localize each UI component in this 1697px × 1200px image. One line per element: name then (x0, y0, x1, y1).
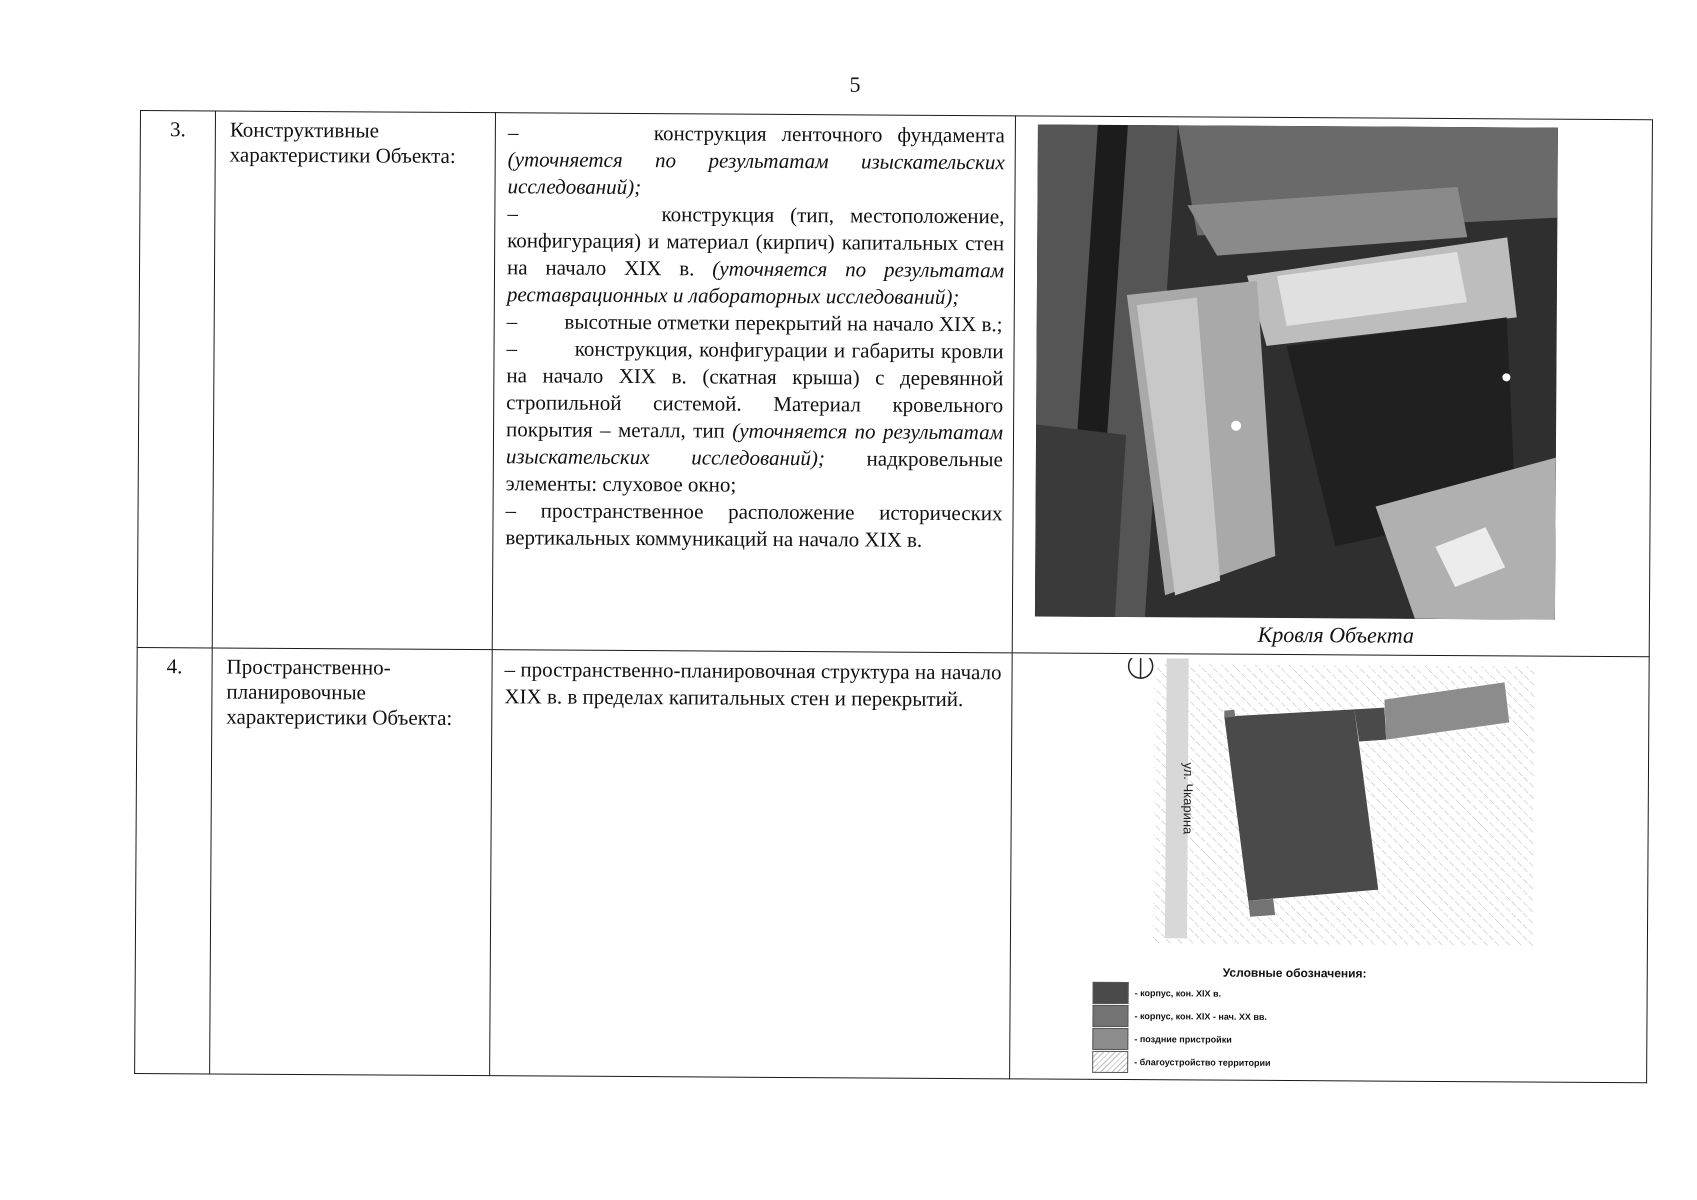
figure-cell (1010, 653, 1650, 1083)
list-item: – высотные отметки перекрытий на начало XIX в.; (506, 309, 1003, 337)
list-item: – конструкция, конфигурации и габариты кровли на начало XIX в. (скатная крыша) с деревянной стропильной системой. Материал кровельного покрытия – металл, тип (уточняется по результатам изыскательских исследований); надкровельные элементы: слуховое окно; (505, 336, 1004, 497)
legend-swatch (1093, 981, 1129, 1003)
row-title: Конструктивные характеристики Объекта: (212, 111, 495, 650)
aerial-photo-drawing (1035, 124, 1558, 619)
list-item: – конструкция ленточного фундамента (уточняется по результатам изыскательских исследований); (507, 120, 1005, 200)
legend-item: - поздние пристройки (1092, 1027, 1634, 1053)
legend-swatch (1092, 1004, 1128, 1026)
legend-item: - благоустройство территории (1092, 1050, 1634, 1076)
row-title: Пространственно-планировочные характеристики Объекта: (210, 648, 493, 1076)
legend-swatch (1092, 1027, 1128, 1049)
characteristics-table (134, 110, 1653, 1083)
building-main (1223, 709, 1379, 902)
table-row (135, 647, 1650, 1082)
row-number: 3. (137, 111, 215, 648)
legend-title: Условные обозначения: (1222, 965, 1367, 981)
roof-aerial-photo (1035, 124, 1558, 619)
list-item: – пространственно-планировочная структура на начало XIX в. в пределах капитальных стен и перекрытий. (504, 657, 1002, 712)
row-description (490, 650, 1013, 1079)
list-item: – конструкция (тип, местоположение, конфигурация) и материал (кирпич) капитальных стен на начало XIX в. (уточняется по результатам реставрационных и лабораторных исследований); (506, 201, 1005, 310)
page-number: 5 (849, 72, 861, 97)
legend-item: - корпус, кон. XIX в. (1093, 981, 1635, 1007)
figure-caption: Кровля Объекта (1257, 621, 1415, 648)
legend-item: - корпус, кон. XIX - нач. XX вв. (1092, 1004, 1634, 1030)
legend (1092, 965, 1635, 1076)
row-number: 4. (135, 647, 213, 1073)
row-description (492, 113, 1015, 653)
list-item: – пространственное расположение исторических вертикальных коммуникаций на начало XIX в. (505, 498, 1003, 552)
site-plan (1033, 657, 1555, 960)
legend-swatch (1092, 1050, 1128, 1072)
street-label: ул. Чкарина (1180, 762, 1197, 835)
figure-cell (1012, 116, 1652, 657)
table-row (137, 111, 1652, 657)
